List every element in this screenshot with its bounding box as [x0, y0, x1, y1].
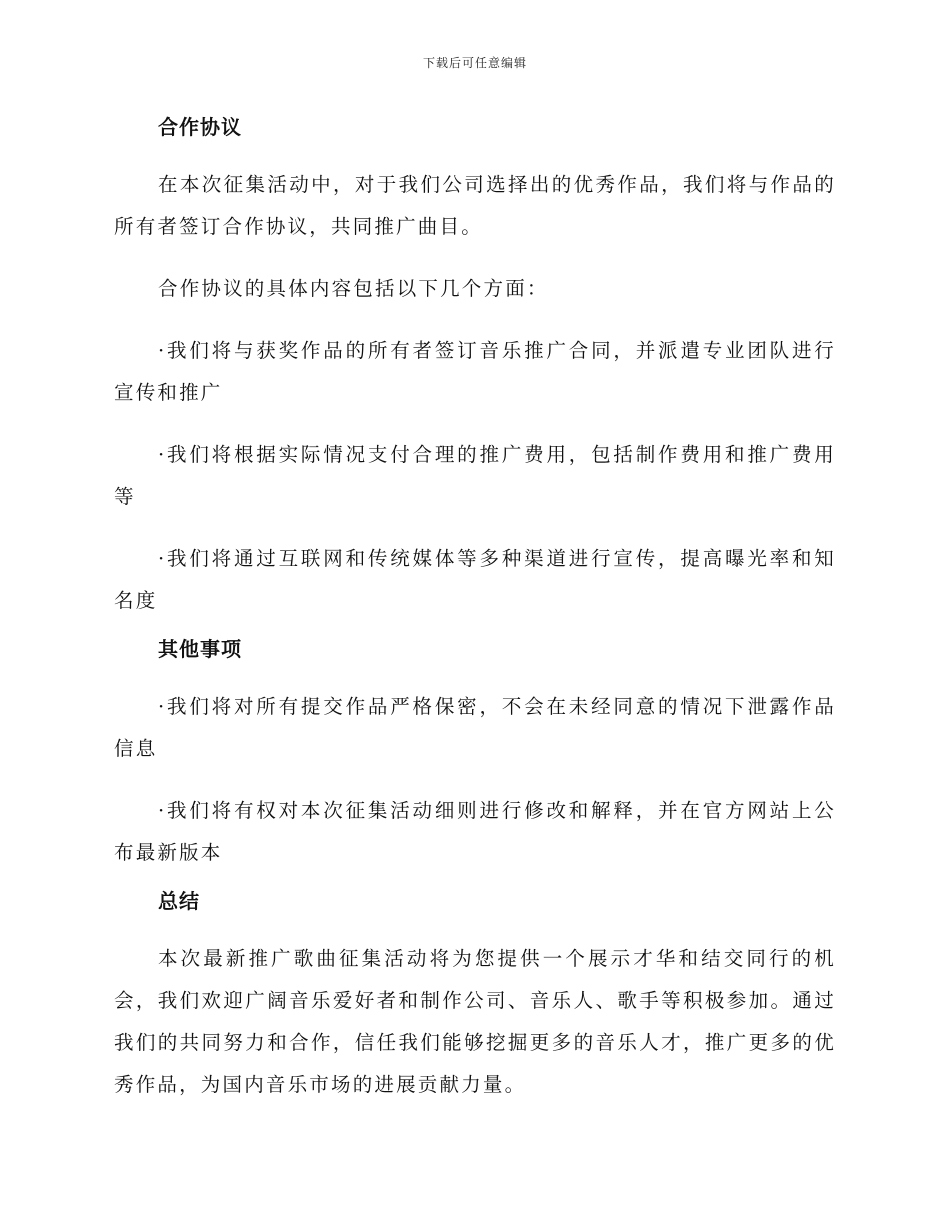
heading-other: 其他事项	[158, 637, 242, 661]
header-note: 下载后可任意编辑	[422, 56, 527, 70]
paragraph-cooperation-lead: 合作协议的具体内容包括以下几个方面：	[158, 277, 549, 300]
bullet-cooperation-1: ·我们将与获奖作品的所有者签订音乐推广合同，并派遣专业团队进行宣传和推广	[114, 339, 836, 404]
paragraph-cooperation-intro: 在本次征集活动中，对于我们公司选择出的优秀作品，我们将与作品的所有者签订合作协议，共同推广曲目。	[114, 173, 836, 238]
paragraph-summary: 本次最新推广歌曲征集活动将为您提供一个展示才华和结交同行的机会，我们欢迎广阔音乐爱好者和制作公司、音乐人、歌手等积极参加。通过我们的共同努力和合作，信任我们能够挖掘更多的音乐人才，推广更多的优秀作品，为国内音乐市场的进展贡献力量。	[114, 947, 836, 1096]
document-body	[114, 110, 836, 1126]
heading-summary: 总结	[158, 889, 200, 913]
bullet-other-1: ·我们将对所有提交作品严格保密，不会在未经同意的情况下泄露作品信息	[114, 695, 836, 760]
bullet-cooperation-3: ·我们将通过互联网和传统媒体等多种渠道进行宣传，提高曝光率和知名度	[114, 547, 836, 612]
bullet-cooperation-2: ·我们将根据实际情况支付合理的推广费用，包括制作费用和推广费用等	[114, 443, 836, 508]
heading-cooperation: 合作协议	[158, 115, 242, 139]
bullet-other-2: ·我们将有权对本次征集活动细则进行修改和解释，并在官方网站上公布最新版本	[114, 799, 836, 864]
